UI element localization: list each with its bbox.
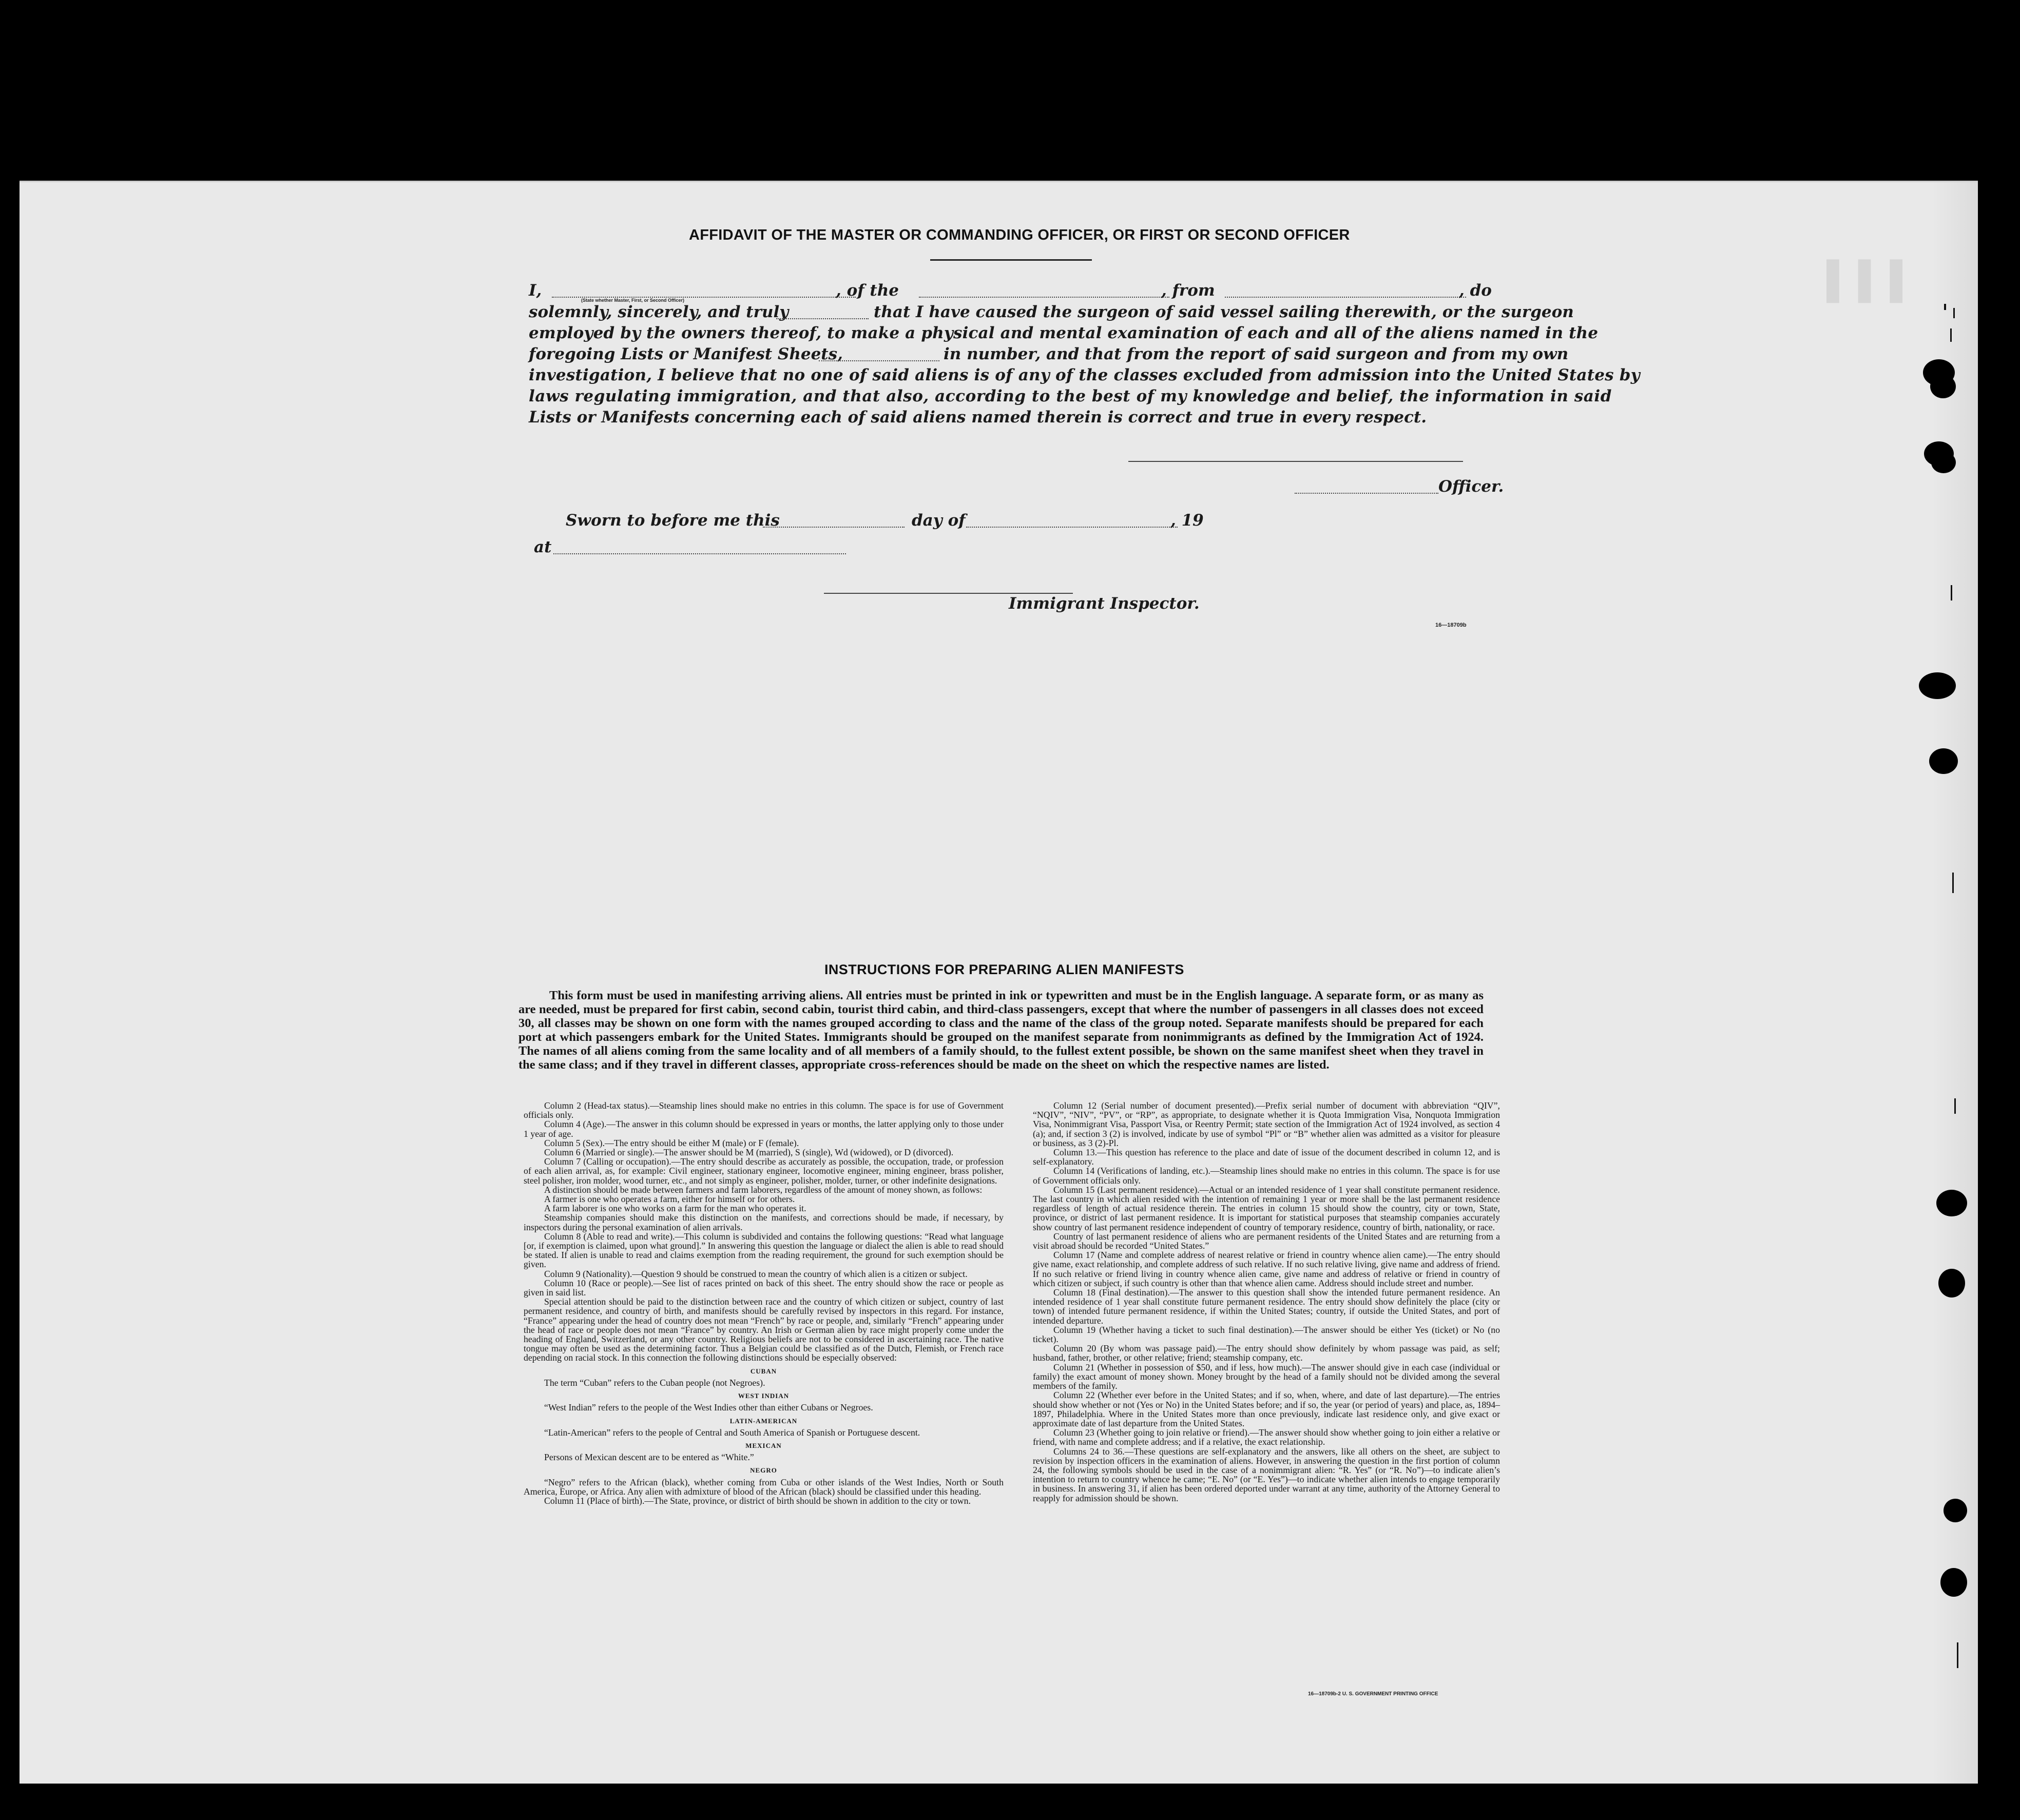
- sworn-month-field[interactable]: [966, 527, 1178, 528]
- right-para: Column 13.—This question has reference to the place and date of issue of the document described in column 12, and is self-explanatory.: [1033, 1147, 1500, 1167]
- inspector-label: Immigrant Inspector.: [1009, 594, 1200, 613]
- right-para: Column 21 (Whether in possession of $50, and if less, how much).—The answer should give in each case (individual or family) the exact amount of money shown. Money brought by the head of a family should not be divided among the several members of the family.: [1033, 1362, 1500, 1391]
- right-para: Column 22 (Whether ever before in the United States; and if so, when, where, and date of last departure).—The entries should show whether or not (Yes or No) in the United States before; and if so, the year (or period of years) and place, as, 1894–1897, Philadelphia. Where in the United States more than once previously, indicate last residence only, and give exact or approximate date of last departure from the United States.: [1033, 1390, 1500, 1428]
- left-para: A farm laborer is one who works on a farm for the man who operates it.: [544, 1203, 806, 1214]
- heading-west-indian: WEST INDIAN: [738, 1392, 790, 1400]
- affidavit-of-the: , of the: [836, 281, 899, 300]
- instructions-title: INSTRUCTIONS FOR PREPARING ALIEN MANIFESTS: [824, 962, 1184, 977]
- signature-line[interactable]: [1128, 461, 1463, 462]
- affidavit-line7: Lists or Manifests concerning each of said aliens named therein is correct and true in every respect.: [529, 408, 1427, 427]
- officer-title-field[interactable]: [1295, 493, 1438, 494]
- affidavit-do: , do: [1459, 281, 1492, 300]
- title-underline: [930, 259, 1092, 261]
- left-para: Column 11 (Place of birth).—The State, province, or district of birth should be shown in addition to the city or town.: [544, 1495, 971, 1506]
- left-para: Column 5 (Sex).—The entry should be either M (male) or F (female).: [544, 1137, 799, 1148]
- swear-field[interactable]: [776, 318, 869, 319]
- scan-mark: [1950, 328, 1952, 342]
- binding-hole: [1944, 1499, 1967, 1522]
- left-para: “Negro” refers to the African (black), whether coming from Cuba or other islands of the West Indies, North or South America, Europe, or Africa. Any alien with admixture of blood of the African (black) should be classified under this heading.: [524, 1477, 1004, 1497]
- scan-mark: [1954, 1098, 1956, 1114]
- officer-rank-hint: (State whether Master, First, or Second Officer): [581, 298, 685, 303]
- right-para: Column 14 (Verifications of landing, etc.).—Steamship lines should make no entries in this column. The space is for use of Government officials only.: [1033, 1166, 1500, 1186]
- affidavit-i: I,: [529, 281, 542, 300]
- affidavit-title: AFFIDAVIT OF THE MASTER OR COMMANDING OFFICER, OR FIRST OR SECOND OFFICER: [689, 227, 1350, 243]
- bleed-through: ▌▌▌: [1826, 260, 1921, 300]
- heading-mexican: MEXICAN: [745, 1441, 782, 1449]
- left-para: A distinction should be made between farmers and farm laborers, regardless of the amount of money shown, as follows:: [544, 1184, 983, 1195]
- scan-mark: [1944, 304, 1946, 310]
- right-para: Column 18 (Final destination).—The answer to this question shall show the intended future permanent residence. An intended residence of 1 year shall constitute future permanent residence. The entry should show definitely the place (city or town) of intended future permanent residence, if within the United States; country, if outside the United States, and port of intended departure.: [1033, 1287, 1500, 1326]
- instructions-intro: This form must be used in manifesting arriving aliens. All entries must be printed in ink or typewritten and must be in the English language. A separate form, or as many as are needed, must be prepared for first cabin, second cabin, tourist third cabin, and third-class passengers, except that where the number of passengers in all classes does not exceed 30, all classes may be shown on one form with the names grouped according to class and the name of the class of the group noted. Separate manifests should be prepared for each port at which passengers embark for the United States. Immigrants should be grouped on the manifest separate from nonimmigrants as defined by the Immigration Act of 1924. The names of all aliens coming from the same locality and of all members of a family should, to the fullest extent possible, be shown on the same manifest sheet when they travel in the same class; and if they travel in different classes, appropriate cross-references should be made on the sheet on which the respective names are listed.: [518, 989, 1484, 1072]
- binding-hole: [1931, 452, 1956, 473]
- scan-mark: [1957, 1642, 1958, 1668]
- affidavit-line6: laws regulating immigration, and that also, according to the best of my knowledge and belief, the information in said: [529, 387, 1612, 405]
- left-para: Column 9 (Nationality).—Question 9 should be construed to mean the country of which alien is a citizen or subject.: [544, 1268, 968, 1279]
- left-para: Column 8 (Able to read and write).—This column is subdivided and contains the following questions: “Read what language [or, if exemption is claimed, upon what ground].” In answering this question the language or dialect the alien is able to read should be stated. If alien is unable to read and claims exemption from the reading requirement, the ground for such exemption should be given.: [524, 1231, 1004, 1270]
- affidavit-line3: employed by the owners thereof, to make a physical and mental examination of each and all of the aliens named in the: [529, 324, 1599, 342]
- instructions-left-column: [524, 1101, 1004, 1505]
- binding-hole: [1940, 1568, 1967, 1597]
- at-label: at: [534, 538, 552, 556]
- heading-negro: NEGRO: [750, 1466, 777, 1475]
- affidavit-solemnly: solemnly, sincerely, and truly: [529, 303, 789, 321]
- binding-hole: [1936, 1190, 1967, 1216]
- left-para: Steamship companies should make this distinction on the manifests, and corrections should be made, if necessary, by inspectors during the personal examination of alien arrivals.: [524, 1212, 1004, 1232]
- sheet-count-field[interactable]: [819, 360, 939, 361]
- left-para: Column 4 (Age).—The answer in this column should be expressed in years or months, the latter applying only to those under 1 year of age.: [524, 1119, 1004, 1139]
- year-label: , 19: [1170, 511, 1204, 530]
- affidavit-line4a: foregoing Lists or Manifest Sheets,: [529, 345, 843, 363]
- left-para: A farmer is one who operates a farm, either for himself or for others.: [544, 1194, 795, 1205]
- affidavit-line4b: in number, and that from the report of said surgeon and from my own: [944, 345, 1569, 363]
- right-para: Column 20 (By whom was passage paid).—The entry should show definitely by whom passage was paid, as self; husband, father, brother, or other relative; friend; steamship company, etc.: [1033, 1343, 1500, 1363]
- right-para: Column 17 (Name and complete address of nearest relative or friend in country whence alien came).—The entry should give name, exact relationship, and complete address of such relative. If no such relative living, give name and address of friend. If no such relative or friend living in country whence alien came, give name and address of relative or friend in country of which citizen or subject, if such country is other than that whence alien came. Address should include street and number.: [1033, 1250, 1500, 1288]
- port-field[interactable]: [1225, 297, 1466, 298]
- affidavit-line2: that I have caused the surgeon of said vessel sailing therewith, or the surgeon: [874, 303, 1574, 321]
- left-para: Special attention should be paid to the distinction between race and the country of which citizen or subject, country of last permanent residence, and country of birth, and manifests should be carefully revised by inspectors in this regard. For instance, “France” appearing under the head of country does not mean “French” by race or people, and, similarly “French” appearing under the head of race or people does not mean “France” by country. An Irish or German alien by race might properly come under the heading of England, Switzerland, or any other country. Religious beliefs are not to be considered in ascertaining race. The native tongue may often be used as the determining factor. Thus a Belgian could be classified as of the Dutch, Flemish, or French race depending on racial stock. In this connection the following distinctions should be especially observed:: [524, 1296, 1004, 1363]
- right-para: Column 19 (Whether having a ticket to such final destination).—The answer should be either Yes (ticket) or No (no ticket).: [1033, 1324, 1500, 1345]
- left-para: Column 2 (Head-tax status).—Steamship lines should make no entries in this column. The space is for use of Government officials only.: [524, 1100, 1004, 1120]
- binding-hole: [1929, 748, 1958, 774]
- right-para: Column 15 (Last permanent residence).—Actual or an intended residence of 1 year shall constitute permanent residence. The last country in which alien resided with the intention of remaining 1 year or more shall be the last permanent residence regardless of length of actual residence therein. The entries in column 15 should show the country, city or town, State, province, or district of last permanent residence. It is important for statistical purposes that steamship companies accurately show country of last permanent residence independent of country of temporary residence, country of birth, nationality, or race.: [1033, 1184, 1500, 1232]
- sworn-day-field[interactable]: [763, 527, 905, 528]
- scan-mark: [1953, 308, 1955, 318]
- right-para: Columns 24 to 36.—These questions are self-explanatory and the answers, like all others on the sheet, are subject to revision by inspection officers in the examination of aliens. However, in answering the question in the first portion of column 24, the following symbols should be used in the case of a nonimmigrant alien: “R. Yes” (or “R. No”)—to indicate alien’s intention to return to country whence he came; “E. No” (or “E. Yes”)—to indicate whether alien intends to engage temporarily in business. In answering 31, if alien has been ordered deported under warrant at any time, authority of the Attorney General to reapply for admission should be shown.: [1033, 1446, 1500, 1503]
- binding-hole: [1930, 375, 1956, 398]
- left-para: Persons of Mexican descent are to be entered as “White.”: [544, 1452, 754, 1463]
- sworn-label: Sworn to before me this: [566, 511, 780, 530]
- printing-office-footer: 16—18709b-2 U. S. GOVERNMENT PRINTING OFFICE: [1308, 1691, 1438, 1697]
- inspector-signature-line[interactable]: [824, 593, 1073, 594]
- heading-cuban: CUBAN: [750, 1367, 777, 1375]
- scan-mark: [1952, 873, 1954, 893]
- affidavit-from: , from: [1161, 281, 1215, 300]
- instructions-right-column: [1033, 1101, 1500, 1503]
- officer-label: Officer.: [1438, 477, 1504, 496]
- binding-hole: [1938, 1269, 1965, 1298]
- right-para: Column 23 (Whether going to join relative or friend).—The answer should show whether going to join either a relative or friend, with name and complete address; and if a relative, the exact relationship.: [1033, 1427, 1500, 1447]
- left-para: Column 10 (Race or people).—See list of races printed on back of this sheet. The entry should show the race or people as given in said list.: [524, 1277, 1004, 1298]
- place-field[interactable]: [553, 553, 846, 554]
- left-para: The term “Cuban” refers to the Cuban people (not Negroes).: [544, 1377, 765, 1388]
- right-para: Country of last permanent residence of aliens who are permanent residents of the United States and are returning from a visit abroad should be recorded “United States.”: [1033, 1231, 1500, 1251]
- day-of-label: day of: [912, 511, 966, 530]
- right-para: Column 12 (Serial number of document presented).—Prefix serial number of document with abbreviation “QIV”, “NQIV”, “NIV”, “PV”, or “RP”, as appropriate, to designate whether it is Quota Immigration Visa, Nonquota Immigration Visa, Nonimmigrant Visa, Passport Visa, or Reentry Permit; state section of the Immigration Act of 1924 involved, as section 4 (a); and, if section 3 (2) is involved, indicate by use of symbol “Pl” or “B” whether alien was admitted as a visitor for pleasure or business, as 3 (2)-Pl.: [1033, 1100, 1500, 1148]
- left-para: Column 7 (Calling or occupation).—The entry should describe as accurately as possible, the occupation, trade, or profession of each alien arrival, as, for example: Civil engineer, stationary engineer, locomotive engineer, mining engineer, brass polisher, steel polisher, iron molder, wood turner, etc., and not simply as engineer, polisher, molder, turner, or other indefinite designations.: [524, 1156, 1004, 1186]
- form-number: 16—18709b: [1435, 622, 1467, 628]
- scan-mark: [1951, 585, 1952, 601]
- left-para: Column 6 (Married or single).—The answer should be M (married), S (single), Wd (widowed), or D (divorced).: [544, 1147, 954, 1158]
- left-para: “West Indian” refers to the people of the West Indies other than either Cubans or Negroes.: [544, 1402, 873, 1413]
- page-shadow: [1932, 182, 1978, 1784]
- heading-latin-american: LATIN-AMERICAN: [729, 1417, 798, 1425]
- affidavit-line5: investigation, I believe that no one of said aliens is of any of the classes excluded from admission into the United States by: [529, 366, 1640, 384]
- left-para: “Latin-American” refers to the people of Central and South America of Spanish or Portuguese descent.: [544, 1427, 920, 1438]
- vessel-field[interactable]: [919, 297, 1169, 298]
- binding-hole: [1919, 672, 1956, 699]
